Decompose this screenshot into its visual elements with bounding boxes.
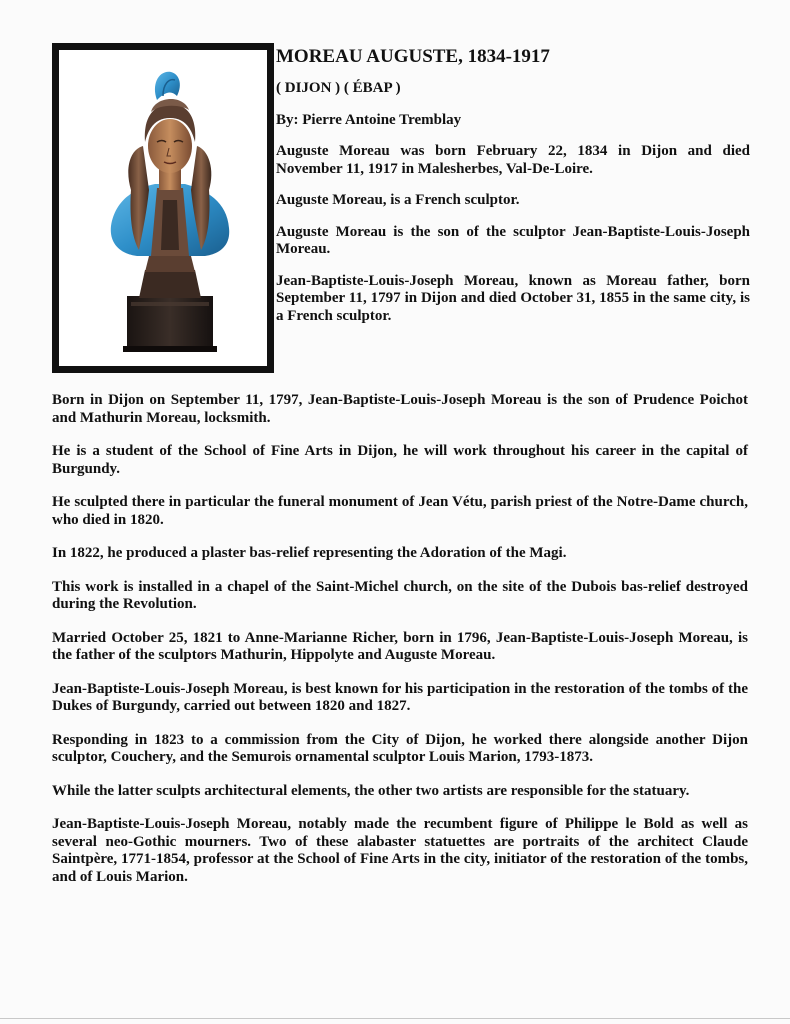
bronze-bust-icon <box>59 50 267 366</box>
byline: By: Pierre Antoine Tremblay <box>276 112 462 128</box>
page-title: MOREAU AUGUSTE, 1834-1917 <box>276 46 550 67</box>
body-paragraph: In 1822, he produced a plaster bas-relief representing the Adoration of the Magi. <box>52 545 567 561</box>
body-text <box>52 392 748 902</box>
body-paragraph: Responding in 1823 to a commission from the City of Dijon, he worked there alongside another Dijon sculptor, Couchery, and the Semurois ornamental sculptor Louis Marion, 1793-1873. <box>52 731 748 765</box>
body-paragraph: Born in Dijon on September 11, 1797, Jean-Baptiste-Louis-Joseph Moreau is the son of Prudence Poichot and Mathurin Moreau, locksmith. <box>52 392 748 426</box>
intro-paragraph: Auguste Moreau, is a French sculptor. <box>276 192 520 208</box>
intro-paragraph: Auguste Moreau is the son of the sculptor Jean-Baptiste-Louis-Joseph Moreau. <box>276 223 750 257</box>
sculpture-photo <box>52 43 274 373</box>
body-paragraph: He is a student of the School of Fine Arts in Dijon, he will work throughout his career in the capital of Burgundy. <box>52 443 748 477</box>
body-paragraph: Married October 25, 1821 to Anne-Marianne Richer, born in 1796, Jean-Baptiste-Louis-Joseph Moreau, is the father of the sculptors Mathurin, Hippolyte and Auguste Moreau. <box>52 629 748 663</box>
subtitle: ( DIJON ) ( ÉBAP ) <box>276 80 401 96</box>
body-paragraph: While the latter sculpts architectural elements, the other two artists are responsible for the statuary. <box>52 782 690 799</box>
intro-paragraph: Auguste Moreau was born February 22, 1834 in Dijon and died November 11, 1917 in Malesherbes, Val-De-Loire. <box>276 143 750 177</box>
body-paragraph: This work is installed in a chapel of the Saint-Michel church, on the site of the Dubois bas-relief destroyed during the Revolution. <box>52 578 748 612</box>
body-paragraph: Jean-Baptiste-Louis-Joseph Moreau, notably made the recumbent figure of Philippe le Bold as well as several neo-Gothic mourners. Two of these alabaster statuettes are portraits of the architect Claude Saintpère, 1771-1854, professor at the School of Fine Arts in the city, initiator of the restoration of the tombs, and of Louis Marion. <box>52 816 748 885</box>
page-edge-divider <box>0 1018 790 1019</box>
intro-paragraph: Jean-Baptiste-Louis-Joseph Moreau, known as Moreau father, born September 11, 1797 in Dijon and died October 31, 1855 in the same city, is a French sculptor. <box>276 272 750 324</box>
header-column <box>276 45 750 339</box>
body-paragraph: He sculpted there in particular the funeral monument of Jean Vétu, parish priest of the Notre-Dame church, who died in 1820. <box>52 494 748 528</box>
body-paragraph: Jean-Baptiste-Louis-Joseph Moreau, is best known for his participation in the restoration of the tombs of the Dukes of Burgundy, carried out between 1820 and 1827. <box>52 680 748 714</box>
